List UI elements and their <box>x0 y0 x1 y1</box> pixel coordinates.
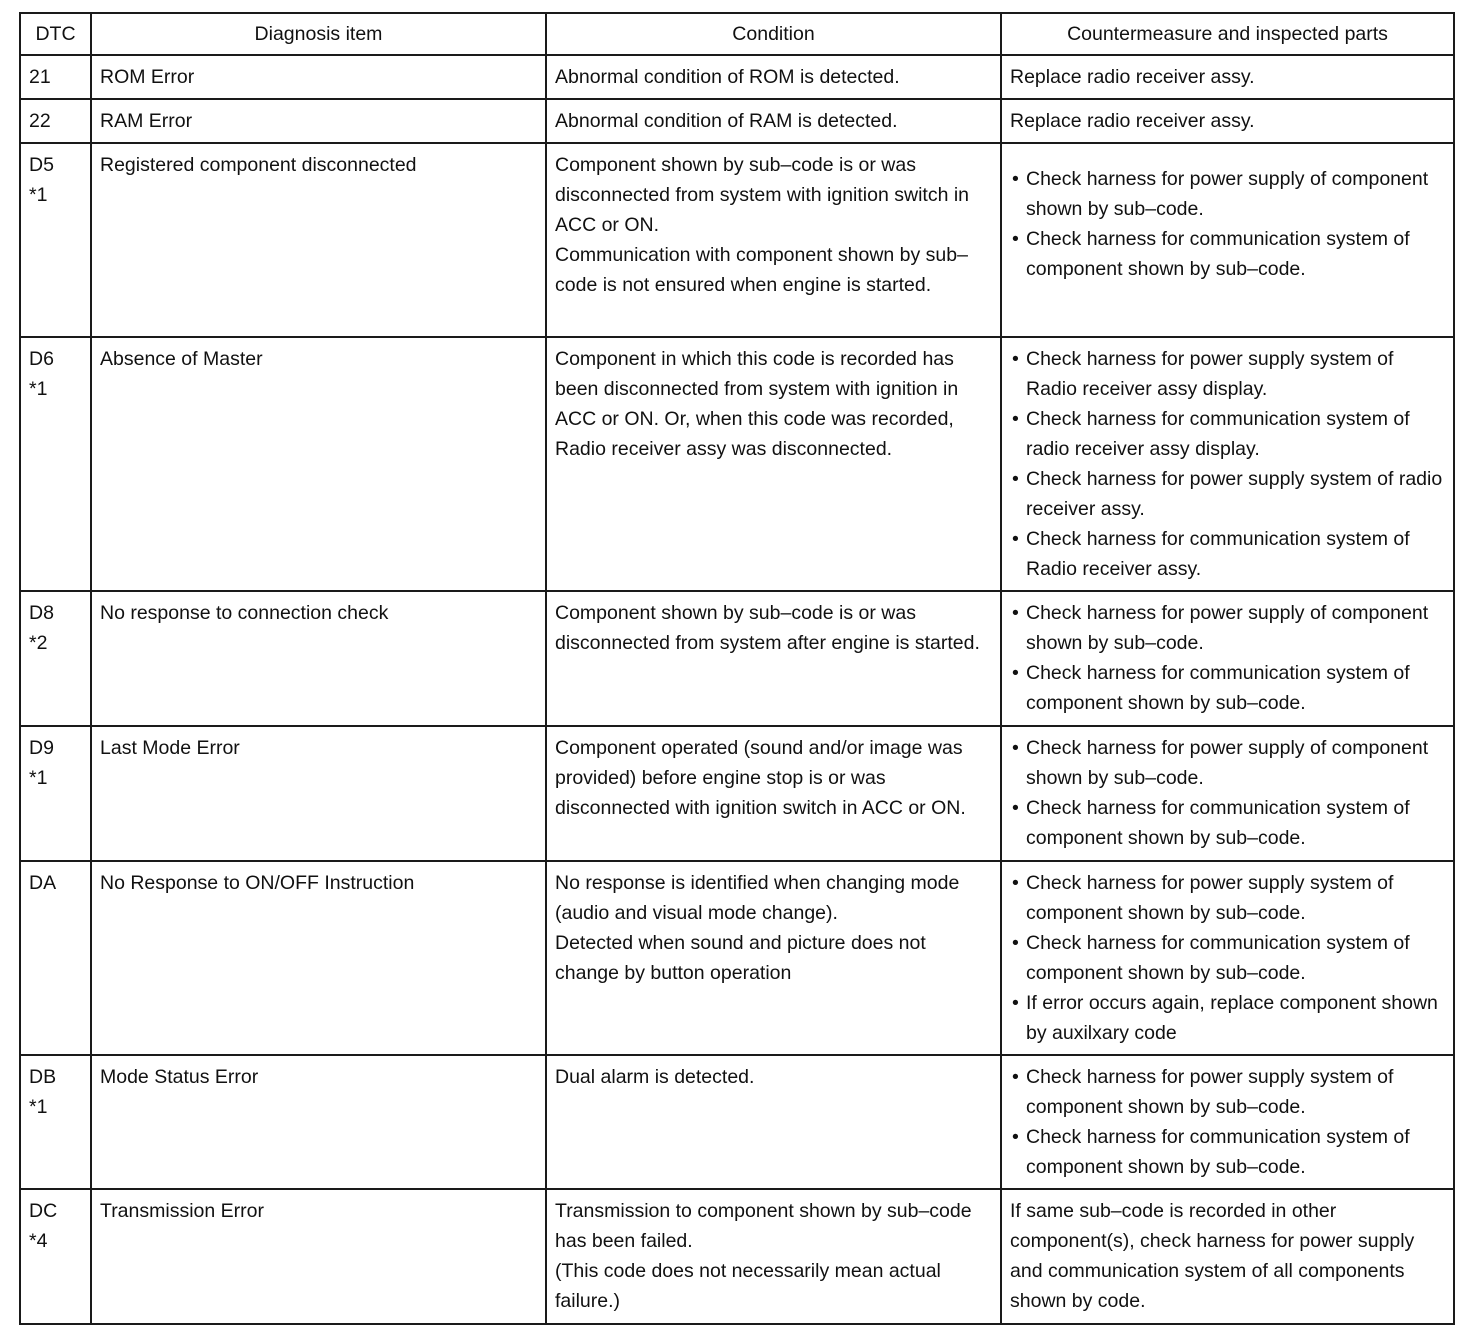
condition-text: Component shown by sub–code is or was disconnected from system after engine is started. <box>555 602 980 654</box>
header-countermeasure: Countermeasure and inspected parts <box>1001 13 1454 55</box>
dtc-code: DB <box>29 1066 57 1088</box>
condition-cell <box>546 1055 1001 1189</box>
dtc-code: D8 <box>29 602 54 624</box>
countermeasure-bullet: • Check harness for communication system of component shown by sub–code. <box>1010 658 1445 718</box>
countermeasure-cell <box>1001 143 1454 337</box>
condition-cell <box>546 143 1001 337</box>
countermeasure-cell <box>1001 55 1454 99</box>
condition-text: Component in which this code is recorded has been disconnected from system with ignition in ACC or ON. Or, when this code was recorded, Radio receiver assy was disconnected. <box>555 348 959 460</box>
countermeasure-list <box>1010 164 1445 284</box>
diagnosis-item: RAM Error <box>91 99 546 143</box>
diagnosis-item: Absence of Master <box>91 337 546 591</box>
diagnosis-item: Registered component disconnected <box>91 143 546 337</box>
countermeasure-list <box>1010 344 1445 584</box>
countermeasure-bullet: • Check harness for power supply system of component shown by sub–code. <box>1010 1062 1445 1122</box>
countermeasure-bullet: • Check harness for communication system of component shown by sub–code. <box>1010 928 1445 988</box>
countermeasure-text: If same sub–code is recorded in other component(s), check harness for power supply and communication system of all components shown by code. <box>1010 1200 1415 1312</box>
condition-text: Communication with component shown by sub–code is not ensured when engine is started. <box>555 244 968 296</box>
condition-cell <box>546 861 1001 1055</box>
header-dtc: DTC <box>20 13 91 55</box>
diagnosis-item: Transmission Error <box>91 1189 546 1324</box>
diagnosis-item: ROM Error <box>91 55 546 99</box>
dtc-code-cell <box>20 99 91 143</box>
dtc-footnote-ref: *1 <box>29 378 48 400</box>
condition-text: Transmission to component shown by sub–code has been failed. <box>555 1200 972 1252</box>
dtc-footnote-ref: *1 <box>29 767 48 789</box>
countermeasure-list <box>1010 868 1445 1048</box>
dtc-footnote-ref: *4 <box>29 1230 48 1252</box>
dtc-code-cell <box>20 726 91 861</box>
countermeasure-bullet: • Check harness for communication system of component shown by sub–code. <box>1010 224 1445 284</box>
dtc-code-cell <box>20 143 91 337</box>
countermeasure-list <box>1010 733 1445 853</box>
table-row <box>20 1055 1454 1189</box>
condition-cell <box>546 55 1001 99</box>
dtc-code-cell <box>20 337 91 591</box>
countermeasure-cell <box>1001 1055 1454 1189</box>
dtc-code-cell <box>20 55 91 99</box>
countermeasure-cell <box>1001 337 1454 591</box>
dtc-code: DC <box>29 1200 58 1222</box>
countermeasure-bullet: • Check harness for power supply of component shown by sub–code. <box>1010 598 1445 658</box>
dtc-code-cell <box>20 1055 91 1189</box>
condition-text: (This code does not necessarily mean actual failure.) <box>555 1260 941 1312</box>
diagnosis-item: Mode Status Error <box>91 1055 546 1189</box>
dtc-code: D9 <box>29 737 54 759</box>
diagnosis-item: Last Mode Error <box>91 726 546 861</box>
condition-text: Component shown by sub–code is or was disconnected from system with ignition switch in ACC or ON. <box>555 154 970 236</box>
countermeasure-cell <box>1001 591 1454 726</box>
table-row <box>20 726 1454 861</box>
diagnosis-item: No Response to ON/OFF Instruction <box>91 861 546 1055</box>
header-diagnosis-item: Diagnosis item <box>91 13 546 55</box>
condition-cell <box>546 99 1001 143</box>
condition-cell <box>546 1189 1001 1324</box>
condition-cell <box>546 337 1001 591</box>
countermeasure-cell <box>1001 99 1454 143</box>
dtc-code-cell <box>20 591 91 726</box>
countermeasure-list <box>1010 1062 1445 1182</box>
countermeasure-cell <box>1001 1189 1454 1324</box>
condition-text: Component operated (sound and/or image was provided) before engine stop is or was disconnected with ignition switch in ACC or ON. <box>555 737 966 819</box>
countermeasure-bullet: • Check harness for communication system of Radio receiver assy. <box>1010 524 1445 584</box>
countermeasure-bullet: • If error occurs again, replace component shown by auxilxary code <box>1010 988 1445 1048</box>
countermeasure-cell <box>1001 861 1454 1055</box>
header-row <box>20 13 1454 55</box>
condition-text: Abnormal condition of ROM is detected. <box>555 66 900 88</box>
table-row <box>20 861 1454 1055</box>
dtc-code: 21 <box>29 66 51 88</box>
dtc-code-cell <box>20 861 91 1055</box>
table-row <box>20 55 1454 99</box>
dtc-code: D5 <box>29 154 54 176</box>
diagnosis-item: No response to connection check <box>91 591 546 726</box>
condition-text: Abnormal condition of RAM is detected. <box>555 110 898 132</box>
table-row <box>20 99 1454 143</box>
condition-cell <box>546 726 1001 861</box>
table-row <box>20 591 1454 726</box>
dtc-code: DA <box>29 872 57 894</box>
table-body <box>20 55 1454 1324</box>
table-row <box>20 143 1454 337</box>
countermeasure-bullet: • Check harness for power supply of component shown by sub–code. <box>1010 164 1445 224</box>
dtc-footnote-ref: *1 <box>29 184 48 206</box>
countermeasure-bullet: • Check harness for communication system of component shown by sub–code. <box>1010 793 1445 853</box>
countermeasure-list <box>1010 598 1445 718</box>
header-condition: Condition <box>546 13 1001 55</box>
countermeasure-text: Replace radio receiver assy. <box>1010 66 1255 88</box>
countermeasure-bullet: • Check harness for communication system of radio receiver assy display. <box>1010 404 1445 464</box>
dtc-code: 22 <box>29 110 51 132</box>
condition-cell <box>546 591 1001 726</box>
table-row <box>20 337 1454 591</box>
dtc-code-cell <box>20 1189 91 1324</box>
dtc-code: D6 <box>29 348 54 370</box>
dtc-footnote-ref: *2 <box>29 632 48 654</box>
table-row <box>20 1189 1454 1324</box>
condition-text: Detected when sound and picture does not change by button operation <box>555 932 926 984</box>
condition-text: No response is identified when changing mode (audio and visual mode change). <box>555 872 960 924</box>
countermeasure-bullet: • Check harness for communication system of component shown by sub–code. <box>1010 1122 1445 1182</box>
countermeasure-bullet: • Check harness for power supply system of component shown by sub–code. <box>1010 868 1445 928</box>
countermeasure-cell <box>1001 726 1454 861</box>
countermeasure-bullet: • Check harness for power supply system of radio receiver assy. <box>1010 464 1445 524</box>
dtc-footnote-ref: *1 <box>29 1096 48 1118</box>
dtc-table <box>19 12 1455 1325</box>
countermeasure-text: Replace radio receiver assy. <box>1010 110 1255 132</box>
table-header <box>20 13 1454 55</box>
countermeasure-bullet: • Check harness for power supply system of Radio receiver assy display. <box>1010 344 1445 404</box>
condition-text: Dual alarm is detected. <box>555 1066 755 1088</box>
countermeasure-bullet: • Check harness for power supply of component shown by sub–code. <box>1010 733 1445 793</box>
